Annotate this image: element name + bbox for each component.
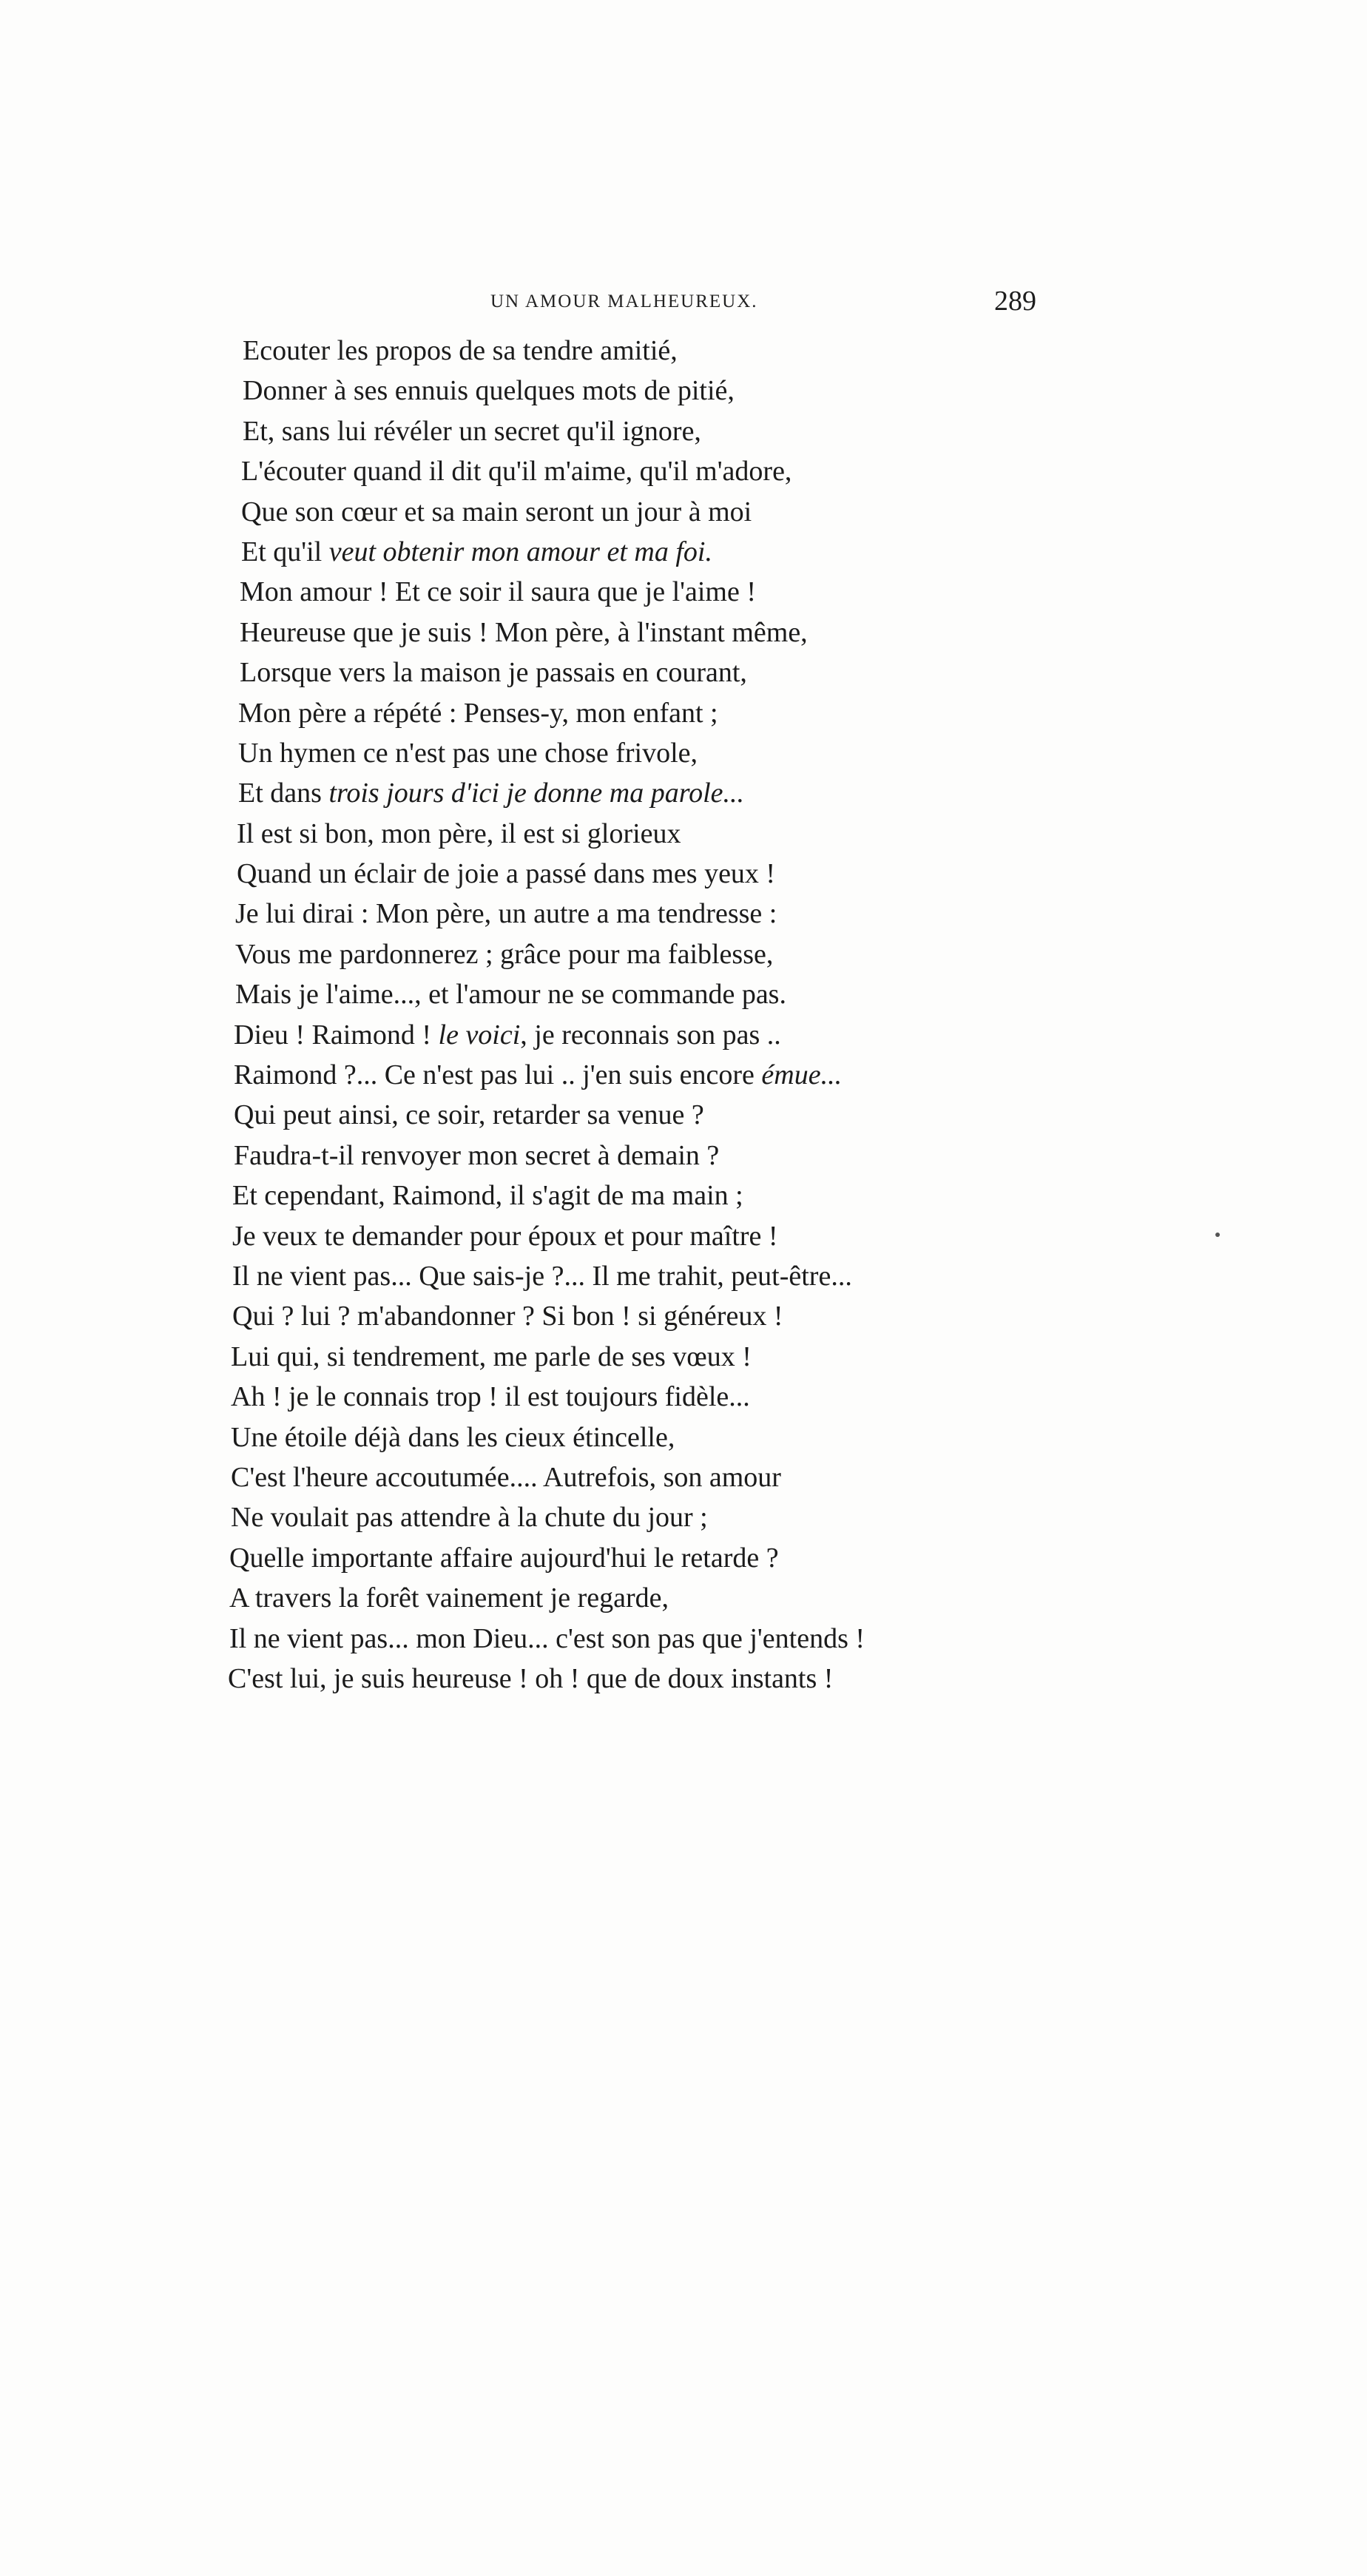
verse-line [237, 814, 1087, 854]
verse-italic-text: veut obtenir mon amour et ma foi. [328, 536, 712, 567]
verse-line [243, 411, 1087, 451]
verse-line [240, 572, 1087, 612]
verse-line [229, 1619, 1087, 1659]
verse-line [231, 1377, 1087, 1417]
verse-text: Donner à ses ennuis quelques mots de pitié, [243, 375, 735, 407]
verse-line [237, 854, 1087, 894]
verse-text: Que son cœur et sa main seront un jour à moi [241, 496, 752, 527]
verse-text: Une étoile déjà dans les cieux étincelle, [231, 1421, 675, 1453]
verse-text: Et, sans lui révéler un secret qu'il ignore, [243, 415, 701, 447]
verse-text: Lorsque vers la maison je passais en courant, [240, 657, 747, 689]
verse-line [228, 1659, 1087, 1699]
verse-line [243, 371, 1087, 411]
verse-line [232, 1296, 1087, 1336]
verse-text: L'écouter quand il dit qu'il m'aime, qu'il m'adore, [241, 456, 792, 488]
verse-italic-text: émue... [761, 1059, 843, 1091]
verse-text: Mais je l'aime..., et l'amour ne se commande pas. [235, 979, 786, 1011]
verse-text: Qui peut ainsi, ce soir, retarder sa venue ? [234, 1099, 704, 1131]
verse-italic-text: trois jours d'ici je donne ma parole... [328, 778, 744, 809]
verse-text: Faudra-t-il renvoyer mon secret à demain ? [234, 1139, 720, 1171]
verse-text: Il ne vient pas... mon Dieu... c'est son pas que j'entends ! [229, 1622, 865, 1654]
verse-line [232, 1216, 1087, 1256]
verse-text: Il est si bon, mon père, il est si glorieux [237, 817, 681, 849]
running-title: UN AMOUR MALHEUREUX. [490, 291, 758, 311]
verse-text: Quelle importante affaire aujourd'hui le retarde ? [229, 1542, 779, 1574]
verse-line [232, 1256, 1087, 1296]
verse-line [241, 451, 1087, 491]
verse-italic-text: le voici [438, 1019, 521, 1051]
verse-line [235, 934, 1087, 974]
print-speck [1215, 1233, 1220, 1237]
verse-text: Lui qui, si tendrement, me parle de ses vœux ! [231, 1341, 752, 1372]
verse-line [241, 492, 1087, 532]
verse-text: Vous me pardonnerez ; grâce pour ma faiblesse, [235, 938, 774, 970]
verse-text: Ecouter les propos de sa tendre amitié, [243, 335, 678, 366]
verse-line [241, 532, 1087, 572]
verse-text: Et cependant, Raimond, il s'agit de ma main ; [232, 1180, 743, 1212]
verse-line [231, 1337, 1087, 1377]
verse-text: A travers la forêt vainement je regarde, [229, 1582, 669, 1614]
verse-line [234, 1095, 1087, 1135]
verse-text: Dieu ! Raimond ! [234, 1019, 439, 1051]
verse-line [243, 331, 1087, 371]
verse-line [234, 1015, 1087, 1055]
verse-line [235, 894, 1087, 934]
verse-text: Il ne vient pas... Que sais-je ?... Il me trahit, peut-être... [232, 1260, 852, 1292]
verse-text: Et qu'il [241, 536, 329, 567]
verse-text: Quand un éclair de joie a passé dans mes yeux ! [237, 858, 776, 890]
verse-text: , je reconnais son pas .. [520, 1019, 781, 1051]
verse-text: Mon amour ! Et ce soir il saura que je l'aime ! [240, 576, 757, 608]
verse-line [229, 1538, 1087, 1578]
verse-line [229, 1578, 1087, 1618]
verse-text: C'est lui, je suis heureuse ! oh ! que de doux instants ! [228, 1662, 834, 1694]
verse-text: Je veux te demander pour époux et pour maître ! [232, 1220, 778, 1252]
verse-line [240, 613, 1087, 653]
verse-text: Ah ! je le connais trop ! il est toujours fidèle... [231, 1381, 750, 1413]
verse-line [238, 773, 1087, 813]
verse-line [231, 1497, 1087, 1537]
verse-line [234, 1055, 1087, 1095]
verse-text: Un hymen ce n'est pas une chose frivole, [238, 737, 698, 769]
verse-line [240, 653, 1087, 692]
verse-text: Et dans [238, 778, 329, 809]
verse-line [231, 1417, 1087, 1457]
page-number: 289 [994, 286, 1036, 317]
verse-line [238, 733, 1087, 773]
verse-line [238, 693, 1087, 733]
verse-line [232, 1176, 1087, 1215]
verse-text: Je lui dirai : Mon père, un autre a ma tendresse : [235, 898, 777, 930]
verse-text: Raimond ?... Ce n'est pas lui .. j'en suis encore [234, 1059, 762, 1091]
poem-body [229, 331, 1087, 1699]
verse-text: Heureuse que je suis ! Mon père, à l'instant même, [240, 616, 808, 648]
verse-text: C'est l'heure accoutumée.... Autrefois, son amour [231, 1461, 781, 1493]
verse-line [235, 974, 1087, 1014]
verse-text: Ne voulait pas attendre à la chute du jour ; [231, 1502, 708, 1534]
verse-line [231, 1457, 1087, 1497]
verse-line [234, 1136, 1087, 1176]
verse-text: Qui ? lui ? m'abandonner ? Si bon ! si généreux ! [232, 1301, 783, 1332]
verse-text: Mon père a répété : Penses-y, mon enfant ; [238, 697, 718, 729]
